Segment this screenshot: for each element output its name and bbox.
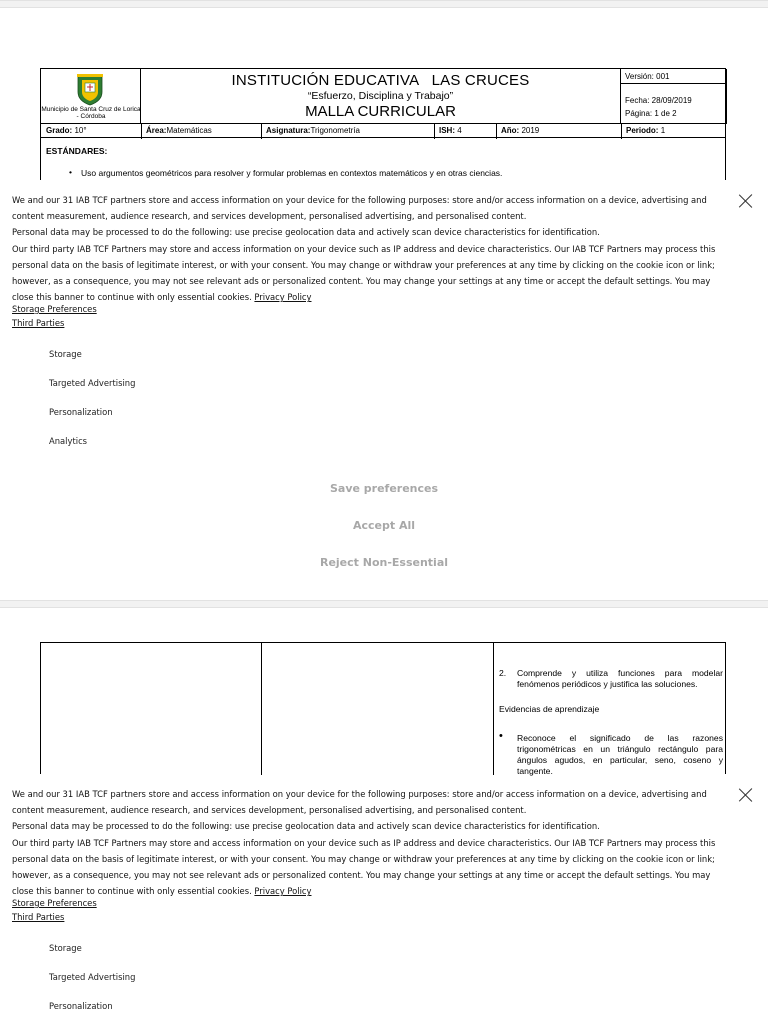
document-title: MALLA CURRICULAR — [305, 103, 456, 120]
category-personalization[interactable]: Personalization — [49, 407, 113, 417]
col-divider — [496, 124, 497, 139]
consent-paragraph: We and our 31 IAB TCF partners store and access information on your device for the following purposes: store and/or access information on a device, advertising and content measurement, audience research, and services development, personalised advertising, and personalised content. — [12, 789, 707, 816]
consent-banner — [0, 188, 768, 600]
year-field: Año: 2019 — [501, 126, 540, 135]
category-storage[interactable]: Storage — [49, 943, 82, 953]
reject-non-essential-button[interactable]: Reject Non-Essential — [319, 556, 449, 569]
category-analytics[interactable]: Analytics — [49, 436, 88, 446]
third-parties-link[interactable]: Third Parties — [12, 318, 65, 328]
consent-paragraph: We and our 31 IAB TCF partners store and access information on your device for the following purposes: store and/or access information on a device, advertising and content measurement, audience research, and services development, personalised advertising, and personalised content. — [12, 195, 707, 222]
standard-item: • Uso argumentos geométricos para resolver y formular problemas en contextos matemáticos y en otras ciencias. — [81, 168, 502, 178]
col-divider — [621, 124, 622, 139]
standards-title: ESTÁNDARES: — [46, 146, 108, 156]
save-preferences-button[interactable]: Save preferences — [329, 482, 439, 495]
school-shield-logo — [75, 72, 105, 106]
municipality-label: Municipio de Santa Cruz de Lorica - Córdoba — [41, 106, 141, 120]
col-divider — [493, 643, 494, 775]
page-divider — [0, 600, 768, 608]
title-cell — [141, 69, 621, 123]
consent-text — [12, 192, 728, 305]
consent-paragraph: Our third party IAB TCF Partners may store and access information on your device such as IP address and device characteristics. Our IAB TCF Partners may process this personal data on the basis of legitimate interest, or with your consent. You may change or withdraw your preferences at any time by clicking on the cookie icon or link; however, as a consequence, you may not see relevant ads or personalized content. You may change your settings at any time or accept the default settings. You may close this banner to continue with only essential cookies. Privacy Policy — [12, 243, 716, 303]
version-label: Versión: 001 — [625, 72, 670, 81]
page-top-divider — [0, 0, 768, 8]
motto: “Esfuerzo, Disciplina y Trabajo” — [307, 90, 454, 102]
period-field: Periodo: 1 — [626, 126, 666, 135]
storage-preferences-link[interactable]: Storage Preferences — [12, 898, 97, 908]
meta-divider — [621, 83, 727, 84]
col-divider — [434, 124, 435, 139]
close-icon[interactable] — [738, 787, 754, 803]
subject-field: Asignatura:Trigonometría — [266, 126, 360, 135]
date-label: Fecha: 28/09/2019 — [625, 96, 692, 105]
close-icon[interactable] — [738, 193, 754, 209]
institution-title: INSTITUCIÓN EDUCATIVA LAS CRUCES — [231, 72, 530, 89]
consent-paragraph: Personal data may be processed to do the following: use precise geolocation data and actively scan device characteristics for identification. — [12, 227, 600, 238]
standards-section — [40, 138, 726, 180]
consent-text — [12, 786, 728, 899]
consent-paragraph: Our third party IAB TCF Partners may store and access information on your device such as IP address and device characteristics. Our IAB TCF Partners may process this personal data on the basis of legitimate interest, or with your consent. You may change or withdraw your preferences at any time by clicking on the cookie icon or link; however, as a consequence, you may not see relevant ads or personalized content. You may change your settings at any time or accept the default settings. You may close this banner to continue with only essential cookies. Privacy Policy — [12, 837, 716, 897]
third-parties-link[interactable]: Third Parties — [12, 912, 65, 922]
privacy-policy-link[interactable]: Privacy Policy — [254, 292, 312, 303]
page-label: Página: 1 de 2 — [625, 109, 677, 118]
competency-item: 2. Comprende y utiliza funciones para modelar fenómenos periódicos y justifica las soluciones. — [499, 668, 723, 689]
col-divider — [141, 124, 142, 139]
col-divider — [261, 124, 262, 139]
accept-all-button[interactable]: Accept All — [352, 519, 416, 532]
header-table — [40, 68, 726, 138]
grade-field: Grado: 10° — [46, 126, 87, 135]
info-row — [41, 123, 727, 139]
category-storage[interactable]: Storage — [49, 349, 82, 359]
category-personalization[interactable]: Personalization — [49, 1001, 113, 1011]
evidence-title: Evidencias de aprendizaje — [499, 704, 600, 714]
category-targeted-advertising[interactable]: Targeted Advertising — [49, 972, 136, 982]
area-field: Área:Matemáticas — [146, 126, 212, 135]
evidence-item: • Reconoce el significado de las razones trigonométricas en un triángulo rectángulo para ángulos agudos, en particular, seno, coseno y tangente. — [499, 730, 723, 776]
consent-banner — [0, 782, 768, 1024]
meta-cell — [621, 69, 727, 123]
consent-paragraph: Personal data may be processed to do the following: use precise geolocation data and actively scan device characteristics for identification. — [12, 821, 600, 832]
privacy-policy-link[interactable]: Privacy Policy — [254, 886, 312, 897]
category-targeted-advertising[interactable]: Targeted Advertising — [49, 378, 136, 388]
storage-preferences-link[interactable]: Storage Preferences — [12, 304, 97, 314]
logo-cell — [41, 69, 141, 123]
col-divider — [261, 643, 262, 775]
curriculum-table — [40, 642, 726, 774]
ish-field: ISH: 4 — [439, 126, 462, 135]
